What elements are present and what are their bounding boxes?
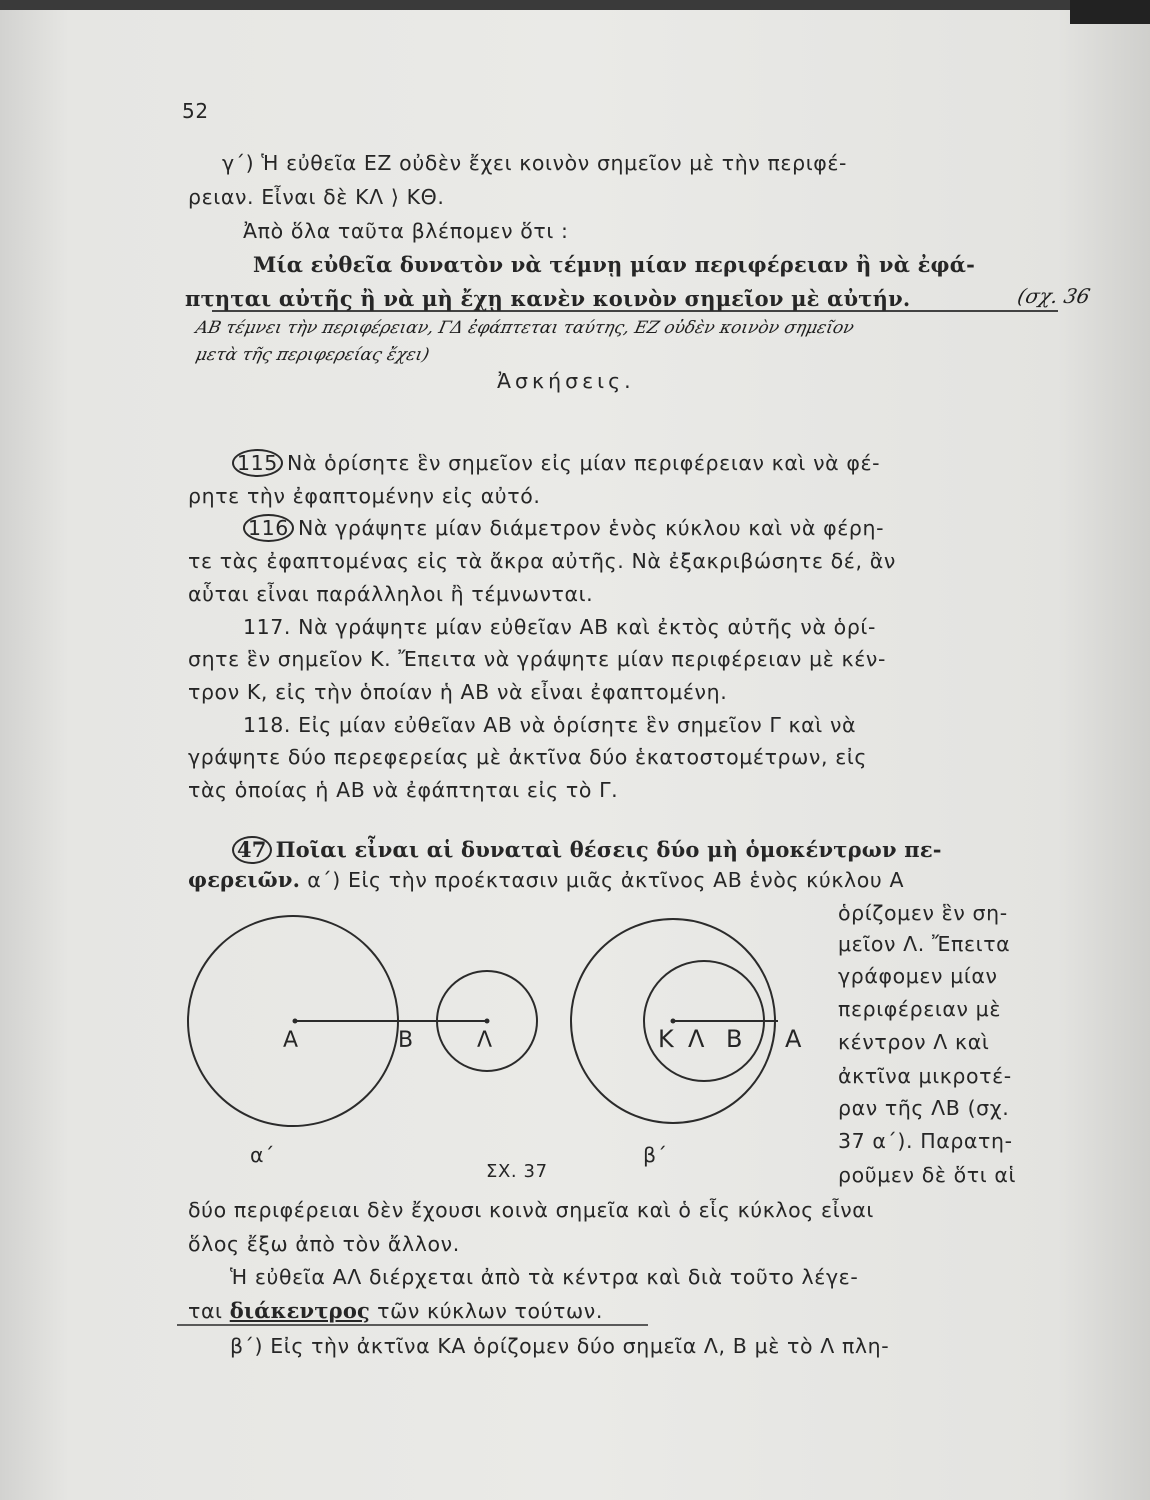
text-span: ται (188, 1299, 223, 1323)
point-k (671, 1019, 676, 1024)
text-line: τε τὰς ἐφαπτομένας εἰς τὰ ἄκρα αὐτῆς. Νὰ ἐξακριβώσητε δέ, ἂν (188, 549, 896, 573)
text-span: τῶν κύκλων τούτων. (377, 1299, 603, 1323)
label-fig-a: Α (283, 1028, 299, 1053)
exercise-text: Νὰ ὁρίσητε ἓν σημεῖον εἰς μίαν περιφέρειαν καὶ νὰ φέ- (286, 451, 881, 475)
label-fig-b: Β (726, 1025, 744, 1053)
text-line: Ἡ εὐθεῖα ΑΛ διέρχεται ἀπὸ τὰ κέντρα καὶ διὰ τοῦτο λέγε- (230, 1265, 859, 1289)
section-text: α΄) Εἰς τὴν προέκτασιν μιᾶς ἀκτῖνος ΑΒ ἑνὸς κύκλου Α (307, 868, 905, 892)
label-fig-b: Λ (688, 1025, 706, 1053)
right-column-line: κέντρον Λ καὶ (838, 1030, 990, 1054)
bold-statement-line: Μία εὐθεῖα δυνατὸν νὰ τέμνῃ μίαν περιφέρειαν ἢ νὰ ἐφά- (253, 252, 976, 277)
right-column-line: 37 α΄). Παρατη- (838, 1129, 1013, 1153)
section-number: 47 (232, 836, 272, 864)
label-fig-b: Κ (658, 1025, 675, 1053)
right-column-line: ροῦμεν δὲ ὅτι αἱ (838, 1163, 1017, 1187)
exercise-number: 117. (243, 615, 292, 639)
bold-statement-line: πτηται αὐτῆς ἢ νὰ μὴ ἔχῃ κανὲν κοινὸν σημεῖον μὲ αὐτήν. (185, 286, 911, 311)
text-line: ρειαν. Εἶναι δὲ ΚΛ ⟩ ΚΘ. (188, 185, 445, 209)
point-l (485, 1019, 490, 1024)
text-line: τρον Κ, εἰς τὴν ὁποίαν ἡ ΑΒ νὰ εἶναι ἐφαπτομένη. (188, 680, 728, 704)
figure-sublabel-b: β΄ (643, 1143, 668, 1167)
label-fig-b: Α (785, 1025, 803, 1053)
exercise-text: Νὰ γράψητε μίαν εὐθεῖαν ΑΒ καὶ ἐκτὸς αὐτῆς νὰ ὁρί- (298, 615, 876, 639)
label-fig-a: Λ (477, 1028, 493, 1053)
exercise-text: Νὰ γράψητε μίαν διάμετρον ἑνὸς κύκλου καὶ νὰ φέρη- (297, 516, 885, 540)
text-line: σητε ἓν σημεῖον Κ. Ἔπειτα νὰ γράψητε μίαν περιφέρειαν μὲ κέν- (188, 647, 886, 671)
handwritten-note: ΑΒ τέμνει τὴν περιφέρειαν, ΓΔ ἐφάπτεται ταύτης, ΕΖ οὐδὲν κοινὸν σημεῖον (193, 318, 856, 338)
text-line: γράψητε δύο περεφερείας μὲ ἀκτῖνα δύο ἑκατοστομέτρων, εἰς (188, 745, 868, 769)
text-line (188, 1298, 603, 1324)
handwritten-note: μετὰ τῆς περιφερείας ἔχει) (193, 345, 432, 365)
text-line: ρητε τὴν ἐφαπτομένην εἰς αὐτό. (188, 484, 541, 508)
text-line: αὗται εἶναι παράλληλοι ἢ τέμνωνται. (188, 582, 594, 606)
term-diakentros: διάκεντρος (229, 1298, 371, 1323)
text-line: δύο περιφέρειαι δὲν ἔχουσι κοινὰ σημεῖα καὶ ὁ εἷς κύκλος εἶναι (188, 1198, 874, 1222)
label-fig-a: Β (398, 1028, 414, 1053)
text-line: ὅλος ἔξω ἀπὸ τὸν ἄλλον. (188, 1232, 460, 1256)
exercise-number: 118. (243, 713, 292, 737)
text-line: Ἀπὸ ὅλα ταῦτα βλέπομεν ὅτι : (243, 219, 569, 243)
text-line: τὰς ὁποίας ἡ ΑΒ νὰ ἐφάπτηται εἰς τὸ Γ. (188, 778, 619, 802)
exercise-number: 115 (232, 449, 283, 477)
right-column-line: ἀκτῖνα μικροτέ- (838, 1064, 1012, 1088)
exercise-number: 116 (243, 514, 294, 542)
figure-sublabel-a: α΄ (250, 1143, 275, 1167)
right-column-line: ὁρίζομεν ἓν ση- (838, 901, 1008, 925)
right-column-line: γράφομεν μίαν (838, 964, 998, 988)
page-number: 52 (182, 99, 209, 123)
text-line: β΄) Εἰς τὴν ἀκτῖνα ΚΑ ὁρίζομεν δύο σημεῖα Λ, Β μὲ τὸ Λ πλη- (230, 1334, 890, 1358)
figure-caption: ΣΧ. 37 (486, 1161, 548, 1182)
section-title-text: Ποῖαι εἶναι αἱ δυναταὶ θέσεις δύο μὴ ὁμοκέντρων πε- (275, 837, 942, 862)
right-column-line: ραν τῆς ΛΒ (σχ. (838, 1096, 1010, 1120)
handwritten-note: (σχ. 36 (1015, 284, 1093, 308)
right-column-line: περιφέρειαν μὲ (838, 997, 1002, 1021)
exercise-text: Εἰς μίαν εὐθεῖαν ΑΒ νὰ ὁρίσητε ἓν σημεῖον Γ καὶ νὰ (298, 713, 857, 737)
right-column-line: μεῖον Λ. Ἔπειτα (838, 932, 1011, 956)
section-title-end: φερειῶν. (188, 867, 301, 892)
text-line: γ΄) Ἡ εὐθεῖα ΕΖ οὐδὲν ἔχει κοινὸν σημεῖον μὲ τὴν περιφέ- (222, 151, 848, 175)
point-a (293, 1019, 298, 1024)
exercises-heading: Ἀσκήσεις. (497, 369, 635, 393)
